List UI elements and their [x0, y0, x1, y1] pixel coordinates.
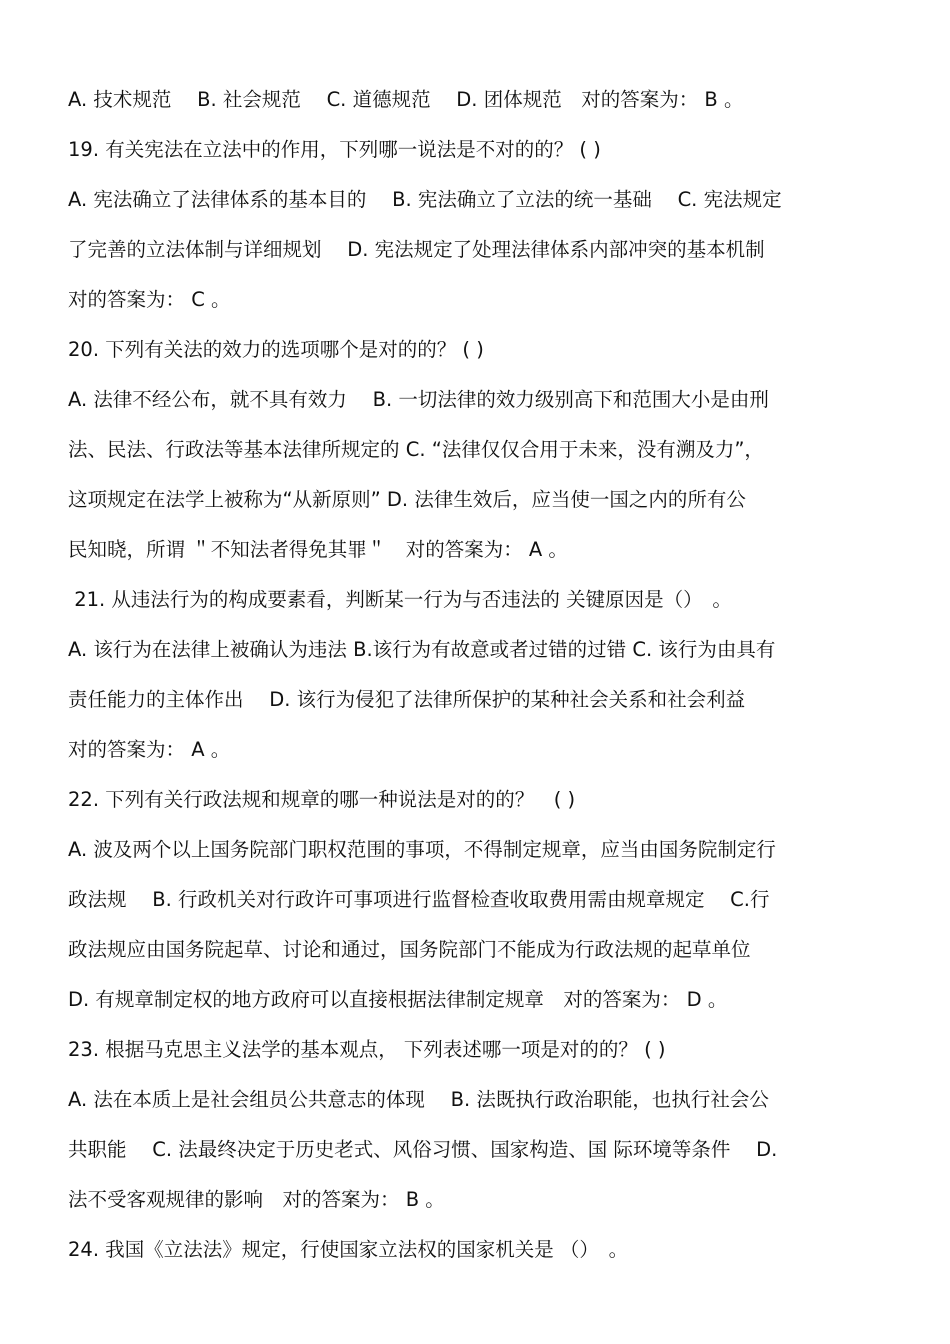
- options-line-q19-b: 了完善的立法体制与详细规划 D. 宪法规定了处理法律体系内部冲突的基本机制: [68, 238, 765, 261]
- answer-line-q21: 对的答案为： A 。: [68, 738, 231, 761]
- question-24: 24. 我国《立法法》规定，行使国家立法权的国家机关是 （） 。: [68, 1238, 629, 1261]
- options-line-q20-c: 这项规定在法学上被称为“从新原则” D. 法律生效后，应当使一国之内的所有公: [68, 488, 746, 511]
- options-line-q22-b: 政法规 B. 行政机关对行政许可事项进行监督检查收取费用需由规章规定 C.行: [68, 888, 770, 911]
- options-line-q23-b: 共职能 C. 法最终决定于历史老式、风俗习惯、国家构造、国 际环境等条件 D.: [68, 1138, 778, 1161]
- answer-line-q20: 民知晓，所谓 ＂不知法者得免其罪＂ 对的答案为： A 。: [68, 538, 568, 561]
- options-line-q19-a: A. 宪法确立了法律体系的基本目的 B. 宪法确立了立法的统一基础 C. 宪法规定: [68, 188, 782, 211]
- options-line-q22-a: A. 波及两个以上国务院部门职权范围的事项，不得制定规章，应当由国务院制定行: [68, 838, 776, 861]
- answer-line-q22: D. 有规章制定权的地方政府可以直接根据法律制定规章 对的答案为： D 。: [68, 988, 728, 1011]
- question-22: 22. 下列有关行政法规和规章的哪一种说法是对的的？ ( ): [68, 788, 576, 811]
- answer-line-q19: 对的答案为： C 。: [68, 288, 231, 311]
- question-20: 20. 下列有关法的效力的选项哪个是对的的？ ( ): [68, 338, 484, 361]
- options-line-q23-a: A. 法在本质上是社会组员公共意志的体现 B. 法既执行政治职能，也执行社会公: [68, 1088, 769, 1111]
- answer-line-q18: A. 技术规范 B. 社会规范 C. 道德规范 D. 团体规范 对的答案为： B 。: [68, 88, 744, 111]
- question-21: 21. 从违法行为的构成要素看，判断某一行为与否违法的 关键原因是（） 。: [68, 588, 732, 611]
- question-23: 23. 根据马克思主义法学的基本观点， 下列表述哪一项是对的的？ ( ): [68, 1038, 666, 1061]
- options-line-q21-b: 责任能力的主体作出 D. 该行为侵犯了法律所保护的某种社会关系和社会利益: [68, 688, 746, 711]
- answer-line-q23: 法不受客观规律的影响 对的答案为： B 。: [68, 1188, 445, 1211]
- options-line-q20-b: 法、民法、行政法等基本法律所规定的 C. “法律仅仅合用于未来，没有溯及力”，: [68, 438, 764, 461]
- options-line-q21-a: A. 该行为在法律上被确认为违法 B.该行为有故意或者过错的过错 C. 该行为由具有: [68, 638, 776, 661]
- options-line-q22-c: 政法规应由国务院起草、讨论和通过，国务院部门不能成为行政法规的起草单位: [68, 938, 751, 961]
- options-line-q20-a: A. 法律不经公布，就不具有效力 B. 一切法律的效力级别高下和范围大小是由刑: [68, 388, 769, 411]
- question-19: 19. 有关宪法在立法中的作用，下列哪一说法是不对的的？ ( ): [68, 138, 601, 161]
